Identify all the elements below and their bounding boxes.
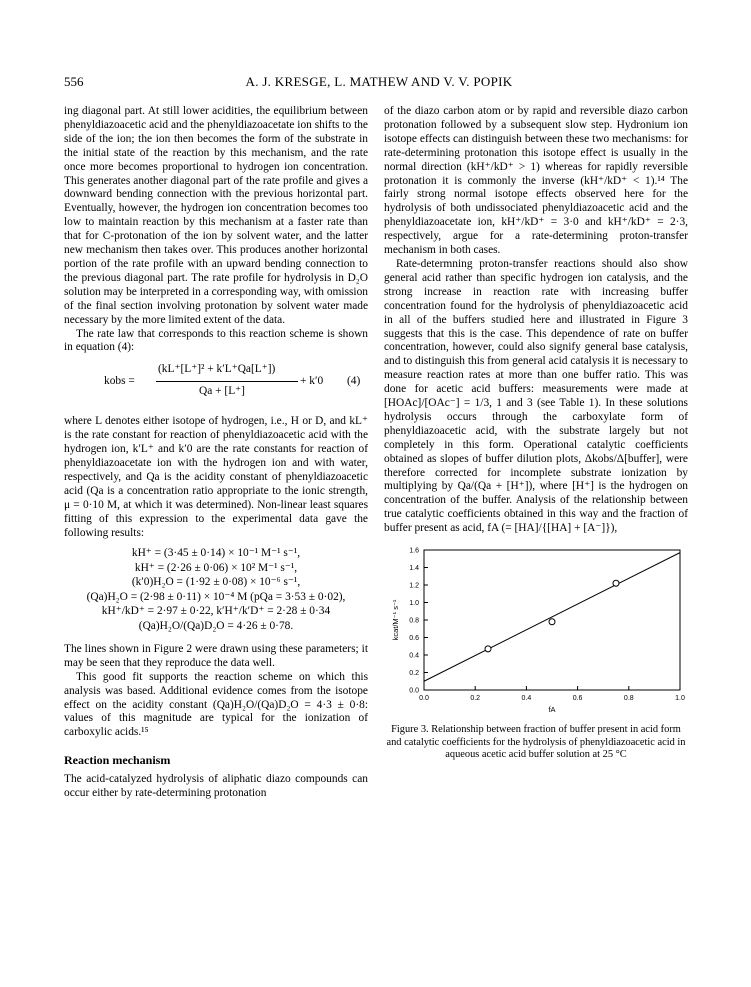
- equation-numerator: (kL⁺[L⁺]² + k′L⁺Qa[L⁺]): [158, 363, 276, 376]
- x-tick-label: 0.2: [470, 695, 481, 703]
- x-tick-label: 0.8: [623, 695, 634, 703]
- paragraph: Rate-determning proton-transfer reactions should also show general acid rather than specific hydrogen ion catalysis, and the strong increase in reaction rate with increasing buffer concentration found for the hydrolysis of phenyldiazoacetic acid in all of the buffers studied here and illustrated in Figure 3 suggests that this is the case. This dependence of rate on buffer concentration, however, could also signify general base catalysis, and to distinguish this from general acid catalysis it is necessary to measure reaction rates at more than one buffer ratio. This was done for acetic acid buffers: measurements were made at [HOAc]/[OAc⁻] = 1/3, 1 and 3 (see Table 1). In these solutions hydrolysis occurs through the carboxylate form of phenyldiazoacetic acid, with the substrate largely but not completely in this form. Operational catalytic coefficients obtained as slopes of buffer dilution plots, Δkobs/Δ[buffer], were therefore corrected for incomplete substrate ionization by multiplying by Qa/(Qa + [H⁺]), where [H⁺] is the hydrogen on concentration of the buffer. Analysis of the relationship between true catalytic coefficients obtained in this way and the fraction of buffer present as acid, fA (= [HA]/{[HA] + [A⁻]}),: [384, 257, 688, 535]
- y-tick-label: 0.8: [409, 617, 419, 625]
- paragraph: The rate law that corresponds to this reaction scheme is shown in equation (4):: [64, 327, 368, 354]
- equation-number: (4): [347, 375, 361, 388]
- fraction-bar: [156, 381, 298, 382]
- x-tick-label: 0.6: [572, 695, 583, 703]
- y-tick-label: 0.6: [409, 635, 419, 643]
- data-point: [613, 580, 619, 586]
- result-line: (Qa)H₂O/(Qa)D₂O = 4·26 ± 0·78.: [138, 619, 294, 632]
- y-tick-label: 0.2: [409, 670, 419, 678]
- y-tick-label: 1.0: [409, 600, 419, 608]
- equation-rhs: + k′0: [300, 375, 324, 388]
- x-tick-label: 0.0: [419, 695, 429, 703]
- page-header: [64, 74, 694, 92]
- running-head: A. J. KRESGE, L. MATHEW AND V. V. POPIK: [245, 74, 513, 89]
- result-line: kH⁺ = (2·26 ± 0·06) × 10² M⁻¹ s⁻¹,: [134, 561, 298, 574]
- figure-3: [384, 544, 688, 716]
- result-line: (Qa)H₂O = (2·98 ± 0·11) × 10⁻⁴ M (pQa = 3·53 ± 0·02),: [86, 590, 346, 603]
- paragraph: of the diazo carbon atom or by rapid and reversible diazo carbon protonation followed by a subsequent slow step. Hydronium ion isotope effects can distinguish between these two mechanisms: for rate-determining protonation this isotope effect is usually in the normal direction (kH⁺/kD⁺ > 1) whereas for rapidly reversible protonation it is commonly the inverse (kH⁺/kD⁺ < 1).¹⁴ The fairly strong normal isotope effects observed here for the hydrolysis of both undissociated phenyldiazoacetic acid and the phenyldiazoacetate ion, kH⁺/kD⁺ = 3·0 and kH⁺/kD⁺ = 2·3, respectively, argue for a rate-determining proton-transfer mechanism in both cases.: [384, 105, 688, 257]
- y-tick-label: 1.6: [409, 547, 419, 555]
- y-tick-label: 0.0: [409, 687, 419, 695]
- y-tick-label: 1.4: [409, 565, 419, 573]
- fit-results: [64, 546, 368, 632]
- section-heading: Reaction mechanism: [64, 753, 171, 768]
- figure-3-chart: [384, 544, 688, 716]
- paragraph: The lines shown in Figure 2 were drawn using these parameters; it may be seen that they reproduce the data well.: [64, 642, 368, 669]
- left-column: [64, 105, 368, 801]
- equation-denominator: Qa + [L⁺]: [199, 385, 245, 398]
- result-line: kH⁺ = (3·45 ± 0·14) × 10⁻¹ M⁻¹ s⁻¹,: [131, 547, 301, 560]
- paragraph: ing diagonal part. At still lower acidities, the equilibrium between phenyldiazoacetic acid and the phenyldiazoacetate ion shifts to the side of the ion; the ion then becomes the form of the substrate in the initial state of the reaction by this mechanism, and the rate once more becomes proportional to hydrogen ion concentration. This generates another diagonal part of the rate profile and gives a downward bending connection with the previous horizontal part. Eventually, however, the hydrogen ion concentration becomes too low to maintain reaction by this mechanism at a faster rate than that for C-protonation of the ion by solvent water, and the latter new mechanism then takes over. This produces another horizontal portion of the rate profile with an upward bending connection to the previous diagonal part. The rate profile for hydrolysis in D₂O solution may be interpreted in a corresponding way, with omission of the final section involving protonation by solvent water made necessary by the more limited extent of the data.: [64, 105, 368, 326]
- y-axis-label: kcat/M⁻¹ s⁻¹: [391, 599, 400, 641]
- data-point: [549, 619, 555, 625]
- result-line: (k′0)H₂O = (1·92 ± 0·08) × 10⁻⁶ s⁻¹,: [131, 576, 301, 589]
- paragraph: The acid-catalyzed hydrolysis of aliphatic diazo compounds can occur either by rate-determining protonation: [64, 773, 368, 800]
- equation-lhs: kobs =: [104, 375, 135, 388]
- result-line: kH⁺/kD⁺ = 2·97 ± 0·22, k′H⁺/k′D⁺ = 2·28 ± 0·34: [101, 605, 331, 618]
- y-tick-label: 1.2: [409, 582, 419, 590]
- right-column: [384, 105, 688, 761]
- paragraph: This good fit supports the reaction scheme on which this analysis was based. Additional evidence comes from the isotope effect on the acidity constant (Qa)H₂O/(Qa)D₂O = 4·3 ± 0·8: values of this magnitude are typical for the ionization of carboxylic acids.¹⁵: [64, 670, 368, 739]
- fit-line: [424, 553, 680, 682]
- figure-caption: Figure 3. Relationship between fraction of buffer present in acid form and catalytic coefficients for the hydrolysis of phenyldiazoacetic acid in aqueous acetic acid buffer solution at 25 °C: [386, 724, 686, 760]
- x-axis-label: fA: [548, 705, 556, 715]
- paragraph: where L denotes either isotope of hydrogen, i.e., H or D, and kL⁺ is the rate constant for reaction of phenyldiazoacetic acid with the hydrogen ion, k′L⁺ and k′0 are the rate constants for reaction of phenyldiazoacetate ion with the hydrogen ion and with water, respectively, and Qa is the acidity constant of phenyldiazoacetic acid (Qa is a concentration ratio appropriate to the ionic strength, μ = 0·10 M, at which it was determined). Non-linear least squares fitting of this expression to the experimental data gave the following results:: [64, 415, 368, 539]
- page-number: 556: [64, 74, 84, 89]
- data-point: [485, 646, 491, 652]
- x-tick-label: 0.4: [521, 695, 532, 703]
- equation-4: [64, 361, 368, 407]
- x-tick-label: 1.0: [675, 695, 685, 703]
- y-tick-label: 0.4: [409, 652, 419, 660]
